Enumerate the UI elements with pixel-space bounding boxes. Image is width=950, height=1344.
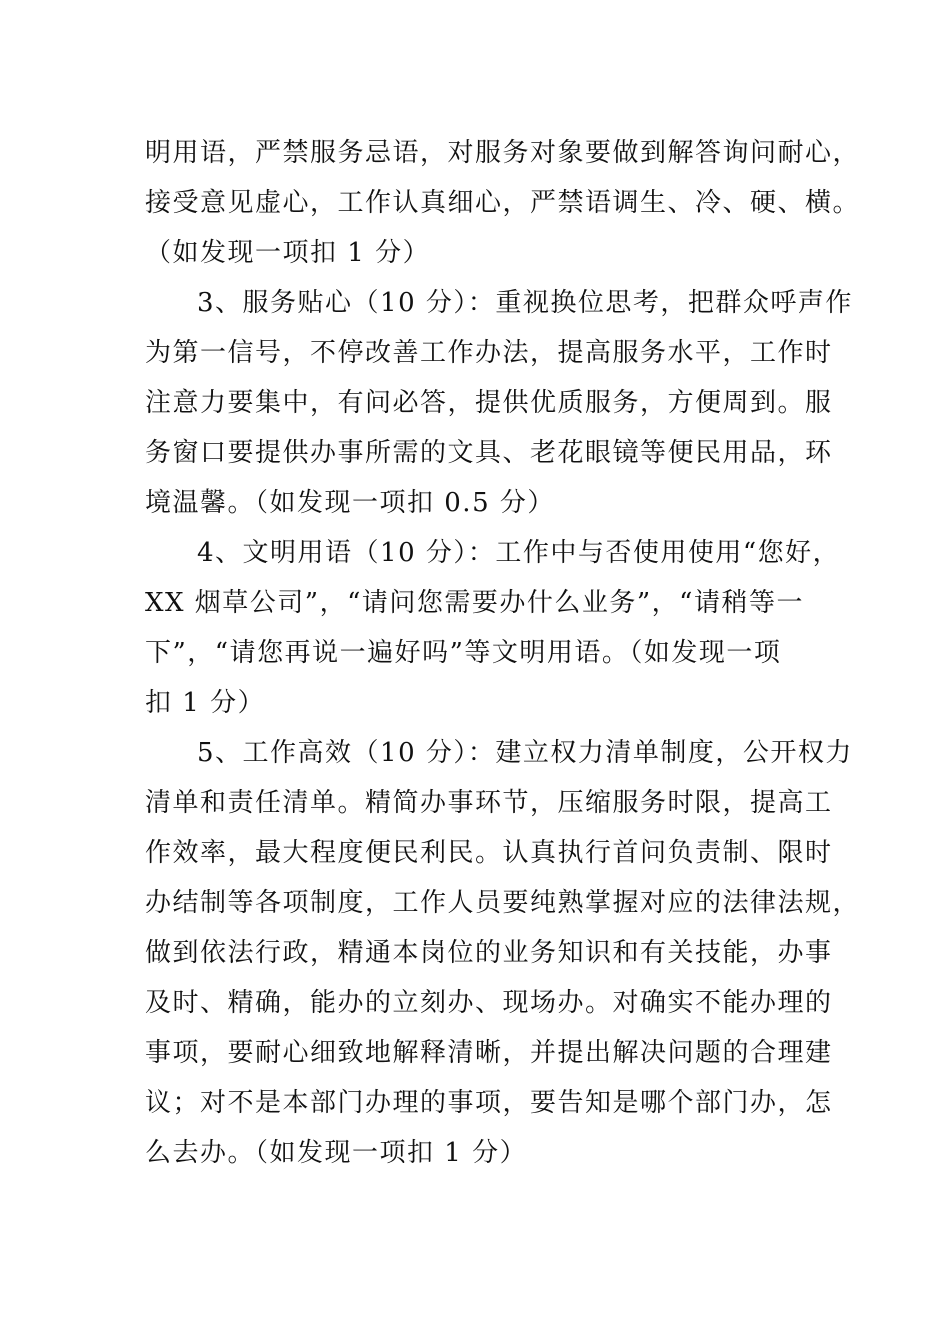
text-line: 清单和责任清单。精简办事环节，压缩服务时限，提高工 <box>145 788 833 818</box>
text-line: （如发现一项扣 1 分） <box>145 238 431 268</box>
text-line: 务窗口要提供办事所需的文具、老花眼镜等便民用品，环 <box>145 438 833 468</box>
text-line: 注意力要集中，有问必答，提供优质服务，方便周到。服 <box>145 388 833 418</box>
document-page <box>145 128 861 1178</box>
text-line: 境温馨。（如发现一项扣 0.5 分） <box>145 488 555 518</box>
paragraph-2-continuation <box>145 128 861 278</box>
text-line: 接受意见虚心，工作认真细心，严禁语调生、冷、硬、横。 <box>145 188 861 218</box>
text-line: 5、工作高效（10 分）：建立权力清单制度，公开权力 <box>197 738 853 768</box>
text-line: 办结制等各项制度，工作人员要纯熟掌握对应的法律法规， <box>145 888 861 918</box>
paragraph-5-efficiency <box>145 728 861 1178</box>
text-line: 及时、精确，能办的立刻办、现场办。对确实不能办理的 <box>145 988 833 1018</box>
text-line: 3、服务贴心（10 分）：重视换位思考，把群众呼声作 <box>197 288 853 318</box>
text-line: 为第一信号，不停改善工作办法，提高服务水平，工作时 <box>145 338 833 368</box>
text-line: 做到依法行政，精通本岗位的业务知识和有关技能，办事 <box>145 938 833 968</box>
paragraph-3-service <box>145 278 853 528</box>
text-line: 么去办。（如发现一项扣 1 分） <box>145 1138 528 1168</box>
text-line: 扣 1 分） <box>145 688 266 718</box>
text-line: 作效率，最大程度便民利民。认真执行首问负责制、限时 <box>145 838 833 868</box>
text-line: 议；对不是本部门办理的事项，要告知是哪个部门办，怎 <box>145 1088 833 1118</box>
text-line: 下”，“请您再说一遍好吗”等文明用语。（如发现一项 <box>145 638 782 668</box>
paragraph-4-polite-language <box>145 528 841 728</box>
text-line: 4、文明用语（10 分）：工作中与否使用使用“您好， <box>197 538 841 568</box>
text-line: XX 烟草公司”，“请问您需要办什么业务”，“请稍等一 <box>145 588 804 618</box>
text-line: 明用语，严禁服务忌语，对服务对象要做到解答询问耐心， <box>145 138 861 168</box>
text-line: 事项，要耐心细致地解释清晰，并提出解决问题的合理建 <box>145 1038 833 1068</box>
